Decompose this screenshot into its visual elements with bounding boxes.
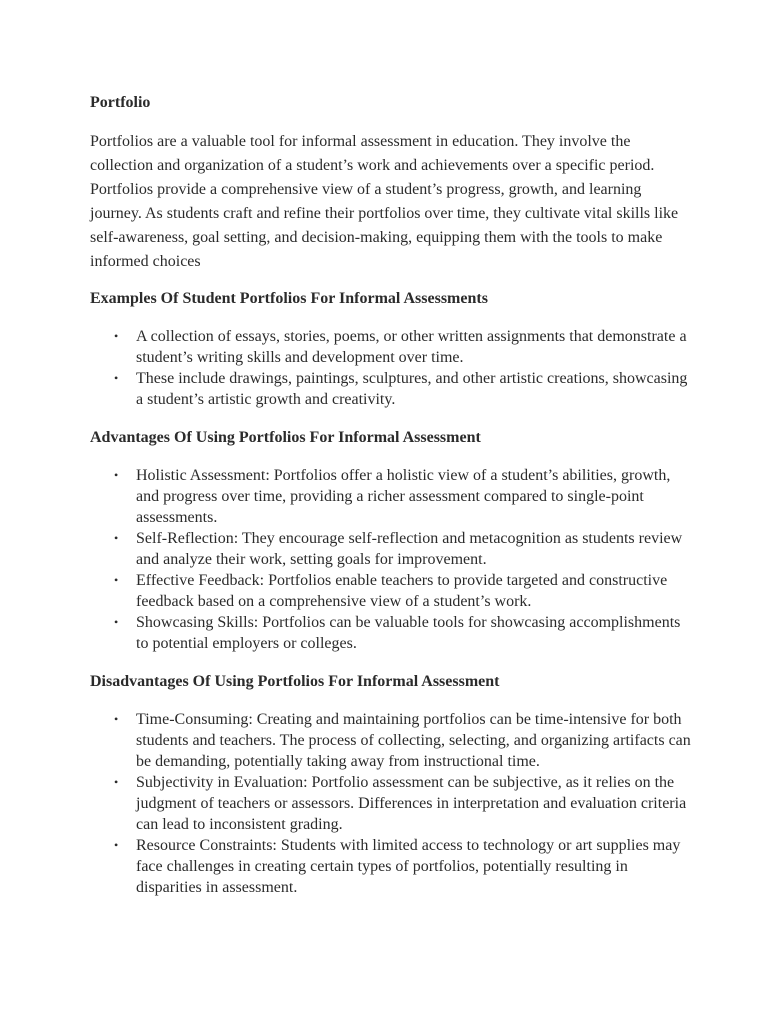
- list-item-text: Resource Constraints: Students with limited access to technology or art supplies may face challenges in creating certain types of portfolios, potentially resulting in disparities in assessment.: [136, 837, 681, 896]
- list-item-text: Self-Reflection: They encourage self-reflection and metacognition as students review and analyze their work, setting goals for improvement.: [136, 530, 683, 568]
- list-item-text: A collection of essays, stories, poems, or other written assignments that demonstrate a student’s writing skills and development over time.: [136, 328, 687, 366]
- bullet-icon: •: [114, 531, 119, 545]
- bullet-icon: •: [114, 712, 119, 726]
- bullet-icon: •: [114, 329, 119, 343]
- section-heading-advantages: Advantages Of Using Portfolios For Informal Assessment: [90, 429, 481, 446]
- bullet-icon: •: [114, 371, 119, 385]
- list-item: [90, 612, 691, 654]
- bullet-icon: •: [114, 775, 119, 789]
- list-item-text: These include drawings, paintings, sculptures, and other artistic creations, showcasing a student’s artistic growth and creativity.: [136, 370, 688, 408]
- bullet-icon: •: [114, 838, 119, 852]
- bullet-icon: •: [114, 615, 119, 629]
- list-item: [90, 528, 691, 570]
- examples-list: [90, 326, 688, 410]
- intro-paragraph: Portfolios are a valuable tool for informal assessment in education. They involve the collection and organization of a student’s work and achievements over a specific period. Portfolios provide a comprehensive view of a student’s progress, growth, and learning journey. As students craft and refine their portfolios over time, they cultivate vital skills like self-awareness, goal setting, and decision-making, equipping them with the tools to make informed choices: [90, 133, 679, 270]
- list-item: [90, 835, 691, 898]
- section-heading-disadvantages: Disadvantages Of Using Portfolios For Informal Assessment: [90, 673, 500, 690]
- advantages-list: [90, 465, 688, 654]
- list-item-text: Subjectivity in Evaluation: Portfolio assessment can be subjective, as it relies on the judgment of teachers or assessors. Differences in interpretation and evaluation criteria can lead to inconsistent grading.: [136, 774, 687, 833]
- list-item-text: Effective Feedback: Portfolios enable teachers to provide targeted and constructive feedback based on a comprehensive view of a student’s work.: [136, 572, 668, 610]
- list-item: [90, 465, 691, 528]
- disadvantages-list: [90, 709, 691, 898]
- list-item-text: Time-Consuming: Creating and maintaining portfolios can be time-intensive for both students and teachers. The process of collecting, selecting, and organizing artifacts can be demanding, potentially taking away from instructional time.: [136, 711, 691, 770]
- list-item: [90, 326, 691, 368]
- list-item-text: Holistic Assessment: Portfolios offer a holistic view of a student’s abilities, growth, and progress over time, providing a richer assessment compared to single-point assessments.: [136, 467, 671, 526]
- list-item: [90, 570, 691, 612]
- list-item: [90, 709, 691, 772]
- list-item: [90, 772, 691, 835]
- page-title: Portfolio: [90, 94, 151, 111]
- list-item-text: Showcasing Skills: Portfolios can be valuable tools for showcasing accomplishments to potential employers or colleges.: [136, 614, 681, 652]
- section-heading-examples: Examples Of Student Portfolios For Informal Assessments: [90, 290, 488, 307]
- bullet-icon: •: [114, 468, 119, 482]
- bullet-icon: •: [114, 573, 119, 587]
- list-item: [90, 368, 691, 410]
